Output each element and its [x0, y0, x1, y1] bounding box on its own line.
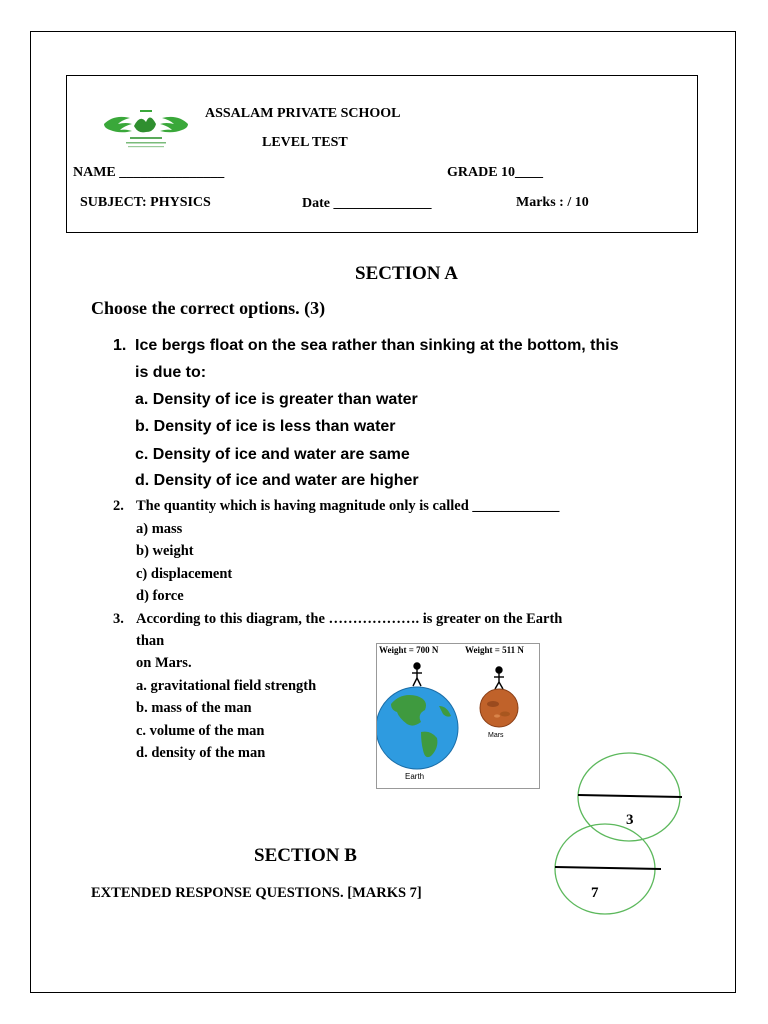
earth-mars-drawing [377, 644, 539, 788]
earth-weight-label: Weight = 700 N [379, 645, 439, 655]
question-3-option-c: c. volume of the man [136, 723, 265, 739]
earth-label: Earth [405, 772, 425, 781]
earth-stick-figure [412, 663, 422, 686]
section-b-score: 7 [591, 885, 599, 901]
date-field: Date ______________ [302, 196, 432, 211]
test-title: LEVEL TEST [262, 135, 348, 150]
section-a-instruction: Choose the correct options. (3) [91, 298, 326, 318]
school-name: ASSALAM PRIVATE SCHOOL [205, 106, 401, 121]
mars-label: Mars [488, 732, 504, 739]
question-3-text-cont: than [136, 633, 165, 649]
section-a-score: 3 [626, 812, 634, 828]
school-logo [100, 104, 192, 154]
question-1-text-cont: is due to: [135, 364, 207, 381]
question-2-number: 2. [113, 498, 124, 514]
question-3-number: 3. [113, 611, 124, 627]
question-3-text: According to this diagram, the ………………. is greater on the Earth [136, 611, 563, 627]
question-2-text: The quantity which is having magnitude only is called ____________ [136, 498, 560, 514]
section-b-score-circle [551, 821, 661, 917]
mars-globe [480, 689, 518, 727]
question-2-option-d: d) force [136, 588, 184, 604]
section-b-title: SECTION B [254, 845, 357, 866]
question-1-option-d: d. Density of ice and water are higher [135, 472, 419, 489]
question-3-option-d: d. density of the man [136, 745, 266, 761]
mars-stick-figure [494, 667, 504, 689]
question-1-text: Ice bergs float on the sea rather than sinking at the bottom, this [135, 337, 619, 354]
question-1-option-a: a. Density of ice is greater than water [135, 391, 418, 408]
earth-mars-figure [376, 643, 540, 789]
question-3-option-a: a. gravitational field strength [136, 678, 317, 694]
subject-field: SUBJECT: PHYSICS [80, 195, 211, 210]
section-a-title: SECTION A [355, 263, 458, 284]
question-1-option-c: c. Density of ice and water are same [135, 446, 410, 463]
marks-field: Marks : / 10 [516, 195, 589, 210]
question-1-number: 1. [113, 337, 127, 354]
question-3-text-cont-2: on Mars. [136, 655, 192, 671]
section-b-instruction: EXTENDED RESPONSE QUESTIONS. [MARKS 7] [91, 885, 422, 901]
question-3-option-b: b. mass of the man [136, 700, 252, 716]
question-2-option-b: b) weight [136, 543, 194, 559]
grade-field: GRADE 10____ [447, 165, 544, 180]
earth-globe [377, 687, 458, 769]
question-1-option-b: b. Density of ice is less than water [135, 418, 396, 435]
question-2-option-a: a) mass [136, 521, 183, 537]
question-2-option-c: c) displacement [136, 566, 233, 582]
name-field: NAME _______________ [73, 165, 225, 180]
mars-weight-label: Weight = 511 N [465, 645, 524, 655]
